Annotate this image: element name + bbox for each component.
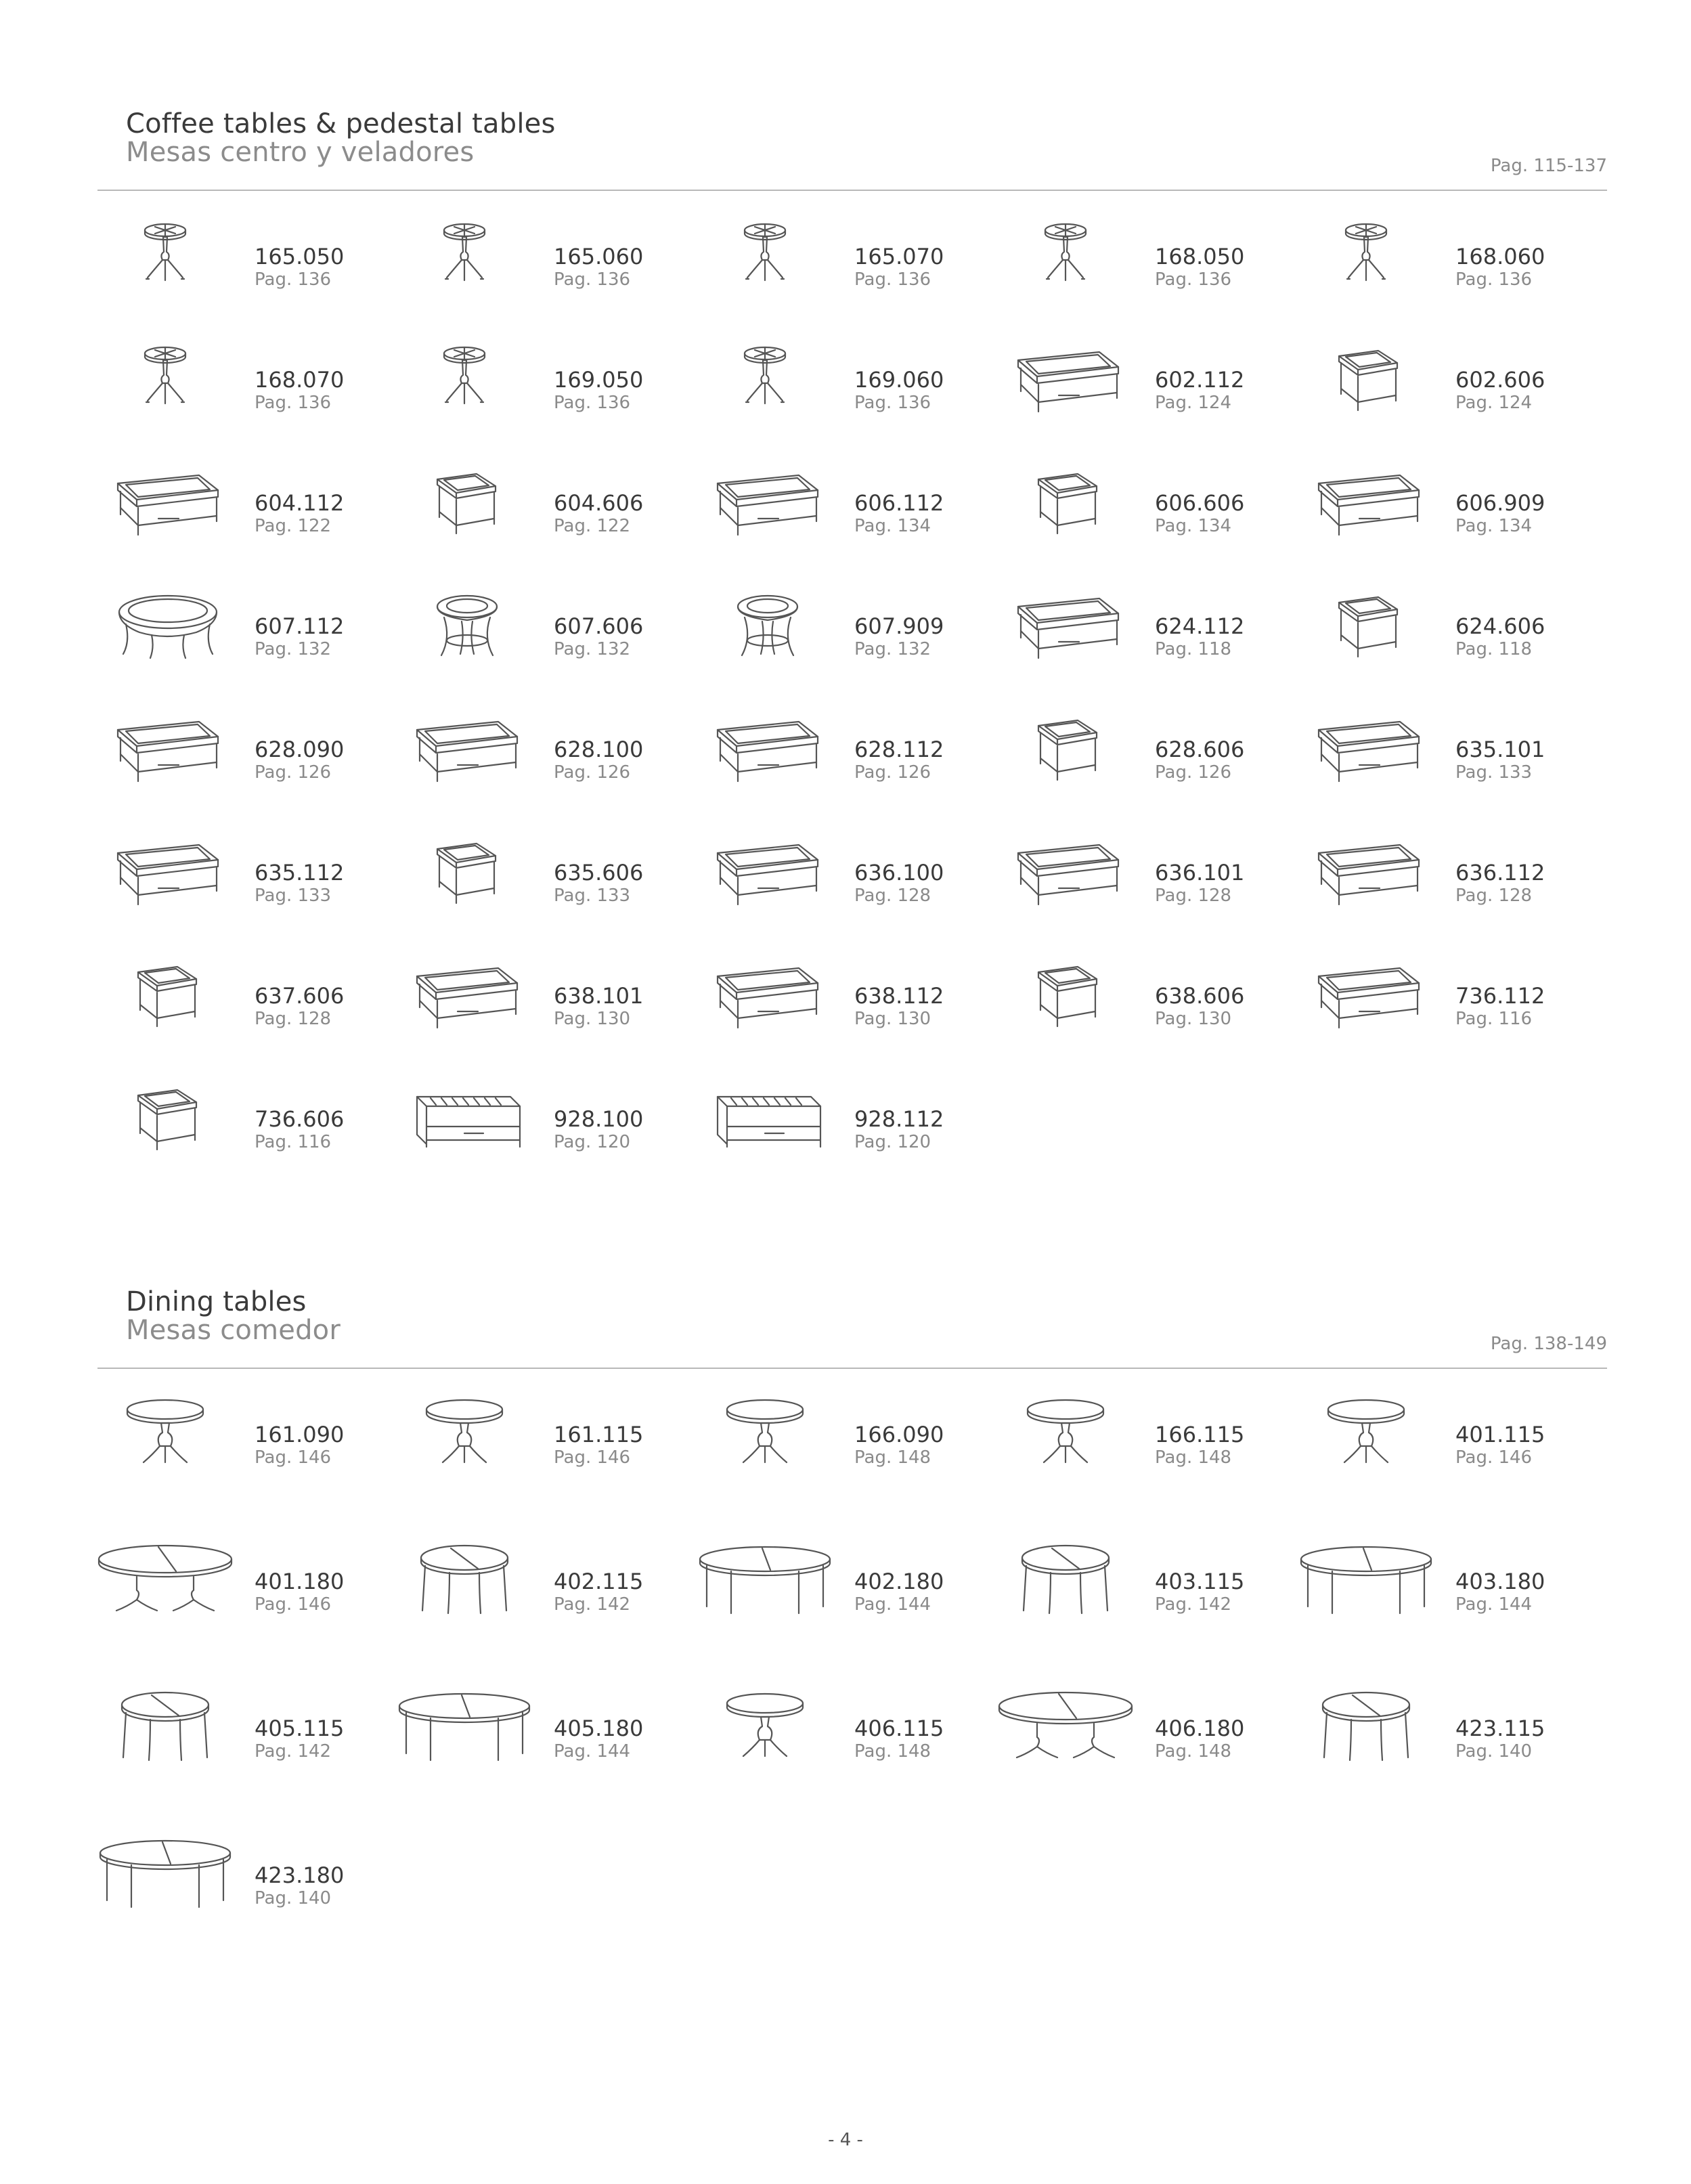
product-code: 405.115 [255, 1716, 345, 1741]
product-code: 606.112 [854, 490, 944, 516]
product-page-ref: Pag. 128 [854, 886, 931, 906]
product-page-ref: Pag. 130 [1155, 1009, 1232, 1029]
product-code: 165.070 [854, 244, 944, 269]
product-item [998, 833, 1296, 941]
product-item [97, 463, 395, 571]
product-page-ref: Pag. 122 [255, 516, 332, 536]
product-item [697, 463, 995, 571]
product-page-ref: Pag. 126 [1155, 762, 1232, 783]
product-code: 607.909 [854, 613, 944, 639]
product-code: 423.115 [1455, 1716, 1545, 1741]
product-page-ref: Pag. 126 [255, 762, 332, 783]
product-page-ref: Pag. 132 [854, 639, 931, 659]
product-page-ref: Pag. 140 [1455, 1741, 1533, 1762]
product-code: 169.050 [554, 367, 644, 393]
product-code: 161.115 [554, 1422, 644, 1447]
product-item [697, 833, 995, 941]
product-page-ref: Pag. 136 [854, 269, 931, 290]
product-page-ref: Pag. 116 [1455, 1009, 1533, 1029]
product-item [998, 1395, 1296, 1503]
product-item [97, 1395, 395, 1503]
product-code: 607.606 [554, 613, 644, 639]
product-code: 602.606 [1455, 367, 1545, 393]
product-code: 403.115 [1155, 1569, 1245, 1594]
section-title-en: Dining tables [126, 1286, 307, 1317]
product-item [1298, 956, 1596, 1064]
product-item [97, 1079, 395, 1187]
product-page-ref: Pag. 128 [1455, 886, 1533, 906]
product-page-ref: Pag. 133 [1455, 762, 1533, 783]
product-item [697, 1079, 995, 1187]
product-item [97, 833, 395, 941]
product-item [97, 586, 395, 695]
product-code: 635.101 [1455, 737, 1545, 762]
product-code: 636.101 [1155, 860, 1245, 886]
product-page-ref: Pag. 136 [1155, 269, 1232, 290]
product-code: 628.606 [1155, 737, 1245, 762]
product-page-ref: Pag. 128 [255, 1009, 332, 1029]
product-page-ref: Pag. 140 [255, 1888, 332, 1908]
product-page-ref: Pag. 148 [1155, 1741, 1232, 1762]
product-item [1298, 1688, 1596, 1797]
product-page-ref: Pag. 120 [854, 1132, 931, 1152]
product-code: 928.100 [554, 1106, 644, 1132]
product-item [697, 956, 995, 1064]
product-item [397, 1688, 695, 1797]
product-item [1298, 586, 1596, 695]
product-page-ref: Pag. 132 [554, 639, 631, 659]
product-code: 166.090 [854, 1422, 944, 1447]
product-page-ref: Pag. 130 [854, 1009, 931, 1029]
product-item [998, 1688, 1296, 1797]
product-page-ref: Pag. 128 [1155, 886, 1232, 906]
product-code: 736.112 [1455, 983, 1545, 1009]
section-title-en: Coffee tables & pedestal tables [126, 108, 556, 139]
product-code: 604.606 [554, 490, 644, 516]
product-page-ref: Pag. 142 [1155, 1594, 1232, 1615]
product-page-ref: Pag. 148 [1155, 1447, 1232, 1468]
product-item [697, 1688, 995, 1797]
product-item [1298, 217, 1596, 325]
section-page-range: Pag. 115-137 [1490, 156, 1607, 176]
product-code: 628.090 [255, 737, 345, 762]
product-item [397, 833, 695, 941]
product-code: 405.180 [554, 1716, 644, 1741]
product-item [397, 340, 695, 448]
product-page-ref: Pag. 142 [554, 1594, 631, 1615]
product-code: 168.060 [1455, 244, 1545, 269]
product-page-ref: Pag. 130 [554, 1009, 631, 1029]
section-page-range: Pag. 138-149 [1490, 1334, 1607, 1354]
product-page-ref: Pag. 136 [554, 393, 631, 413]
section-header [97, 108, 1607, 191]
product-code: 637.606 [255, 983, 345, 1009]
product-page-ref: Pag. 134 [1455, 516, 1533, 536]
product-code: 736.606 [255, 1106, 345, 1132]
product-page-ref: Pag. 136 [854, 393, 931, 413]
product-item [97, 217, 395, 325]
product-item [97, 956, 395, 1064]
product-item [397, 1542, 695, 1650]
product-page-ref: Pag. 136 [554, 269, 631, 290]
product-code: 166.115 [1155, 1422, 1245, 1447]
product-page-ref: Pag. 120 [554, 1132, 631, 1152]
product-code: 638.112 [854, 983, 944, 1009]
product-page-ref: Pag. 142 [255, 1741, 332, 1762]
section-header [97, 1286, 1607, 1369]
product-item [397, 217, 695, 325]
product-page-ref: Pag. 122 [554, 516, 631, 536]
product-page-ref: Pag. 133 [255, 886, 332, 906]
product-item [998, 463, 1296, 571]
product-item [697, 1542, 995, 1650]
product-code: 636.100 [854, 860, 944, 886]
product-item [1298, 1395, 1596, 1503]
section-title-es: Mesas comedor [126, 1315, 341, 1346]
product-code: 628.112 [854, 737, 944, 762]
product-page-ref: Pag. 146 [255, 1594, 332, 1615]
product-item [998, 217, 1296, 325]
section-dining-tables [0, 1286, 1691, 1908]
product-item [697, 586, 995, 695]
product-code: 636.112 [1455, 860, 1545, 886]
product-code: 161.090 [255, 1422, 345, 1447]
product-page-ref: Pag. 146 [554, 1447, 631, 1468]
product-code: 406.180 [1155, 1716, 1245, 1741]
product-code: 602.112 [1155, 367, 1245, 393]
product-item [697, 340, 995, 448]
section-coffee-tables [0, 108, 1691, 1152]
product-code: 624.606 [1455, 613, 1545, 639]
product-item [397, 586, 695, 695]
section-title-es: Mesas centro y veladores [126, 137, 475, 168]
product-code: 638.101 [554, 983, 644, 1009]
page-number: - 4 - [828, 2130, 863, 2150]
product-page-ref: Pag. 126 [554, 762, 631, 783]
product-item [97, 1542, 395, 1650]
product-item [998, 340, 1296, 448]
product-page-ref: Pag. 136 [1455, 269, 1533, 290]
product-code: 635.606 [554, 860, 644, 886]
product-page-ref: Pag. 133 [554, 886, 631, 906]
product-code: 165.060 [554, 244, 644, 269]
product-item [697, 1395, 995, 1503]
product-item [998, 709, 1296, 818]
product-code: 606.606 [1155, 490, 1245, 516]
product-code: 401.180 [255, 1569, 345, 1594]
product-item [397, 463, 695, 571]
product-item [1298, 709, 1596, 818]
product-page-ref: Pag. 124 [1455, 393, 1533, 413]
product-code: 401.115 [1455, 1422, 1545, 1447]
product-page-ref: Pag. 146 [1455, 1447, 1533, 1468]
product-code: 635.112 [255, 860, 345, 886]
product-page-ref: Pag. 144 [554, 1741, 631, 1762]
product-code: 628.100 [554, 737, 644, 762]
product-code: 928.112 [854, 1106, 944, 1132]
product-page-ref: Pag. 146 [255, 1447, 332, 1468]
product-code: 168.050 [1155, 244, 1245, 269]
product-item [397, 1079, 695, 1187]
product-item [697, 217, 995, 325]
product-code: 165.050 [255, 244, 345, 269]
product-item [397, 1395, 695, 1503]
product-code: 606.909 [1455, 490, 1545, 516]
product-page-ref: Pag. 144 [854, 1594, 931, 1615]
product-page-ref: Pag. 134 [854, 516, 931, 536]
product-item [697, 709, 995, 818]
product-page-ref: Pag. 118 [1455, 639, 1533, 659]
product-code: 169.060 [854, 367, 944, 393]
product-item [998, 956, 1296, 1064]
product-code: 406.115 [854, 1716, 944, 1741]
product-item [97, 1688, 395, 1797]
product-code: 604.112 [255, 490, 345, 516]
product-page-ref: Pag. 148 [854, 1741, 931, 1762]
product-code: 168.070 [255, 367, 345, 393]
product-page-ref: Pag. 118 [1155, 639, 1232, 659]
product-item [397, 956, 695, 1064]
product-page-ref: Pag. 144 [1455, 1594, 1533, 1615]
product-item [1298, 833, 1596, 941]
product-code: 423.180 [255, 1862, 345, 1888]
product-item [397, 709, 695, 818]
product-page-ref: Pag. 132 [255, 639, 332, 659]
product-item [97, 1835, 395, 1944]
product-page-ref: Pag. 148 [854, 1447, 931, 1468]
product-page-ref: Pag. 126 [854, 762, 931, 783]
product-item [1298, 1542, 1596, 1650]
product-item [998, 586, 1296, 695]
product-page-ref: Pag. 134 [1155, 516, 1232, 536]
product-item [1298, 463, 1596, 571]
product-page-ref: Pag. 116 [255, 1132, 332, 1152]
product-item [998, 1542, 1296, 1650]
product-item [1298, 340, 1596, 448]
product-page-ref: Pag. 136 [255, 393, 332, 413]
product-code: 638.606 [1155, 983, 1245, 1009]
product-page-ref: Pag. 124 [1155, 393, 1232, 413]
product-code: 402.180 [854, 1569, 944, 1594]
product-code: 607.112 [255, 613, 345, 639]
product-item [97, 709, 395, 818]
product-item [97, 340, 395, 448]
product-code: 402.115 [554, 1569, 644, 1594]
product-page-ref: Pag. 136 [255, 269, 332, 290]
product-code: 403.180 [1455, 1569, 1545, 1594]
product-code: 624.112 [1155, 613, 1245, 639]
